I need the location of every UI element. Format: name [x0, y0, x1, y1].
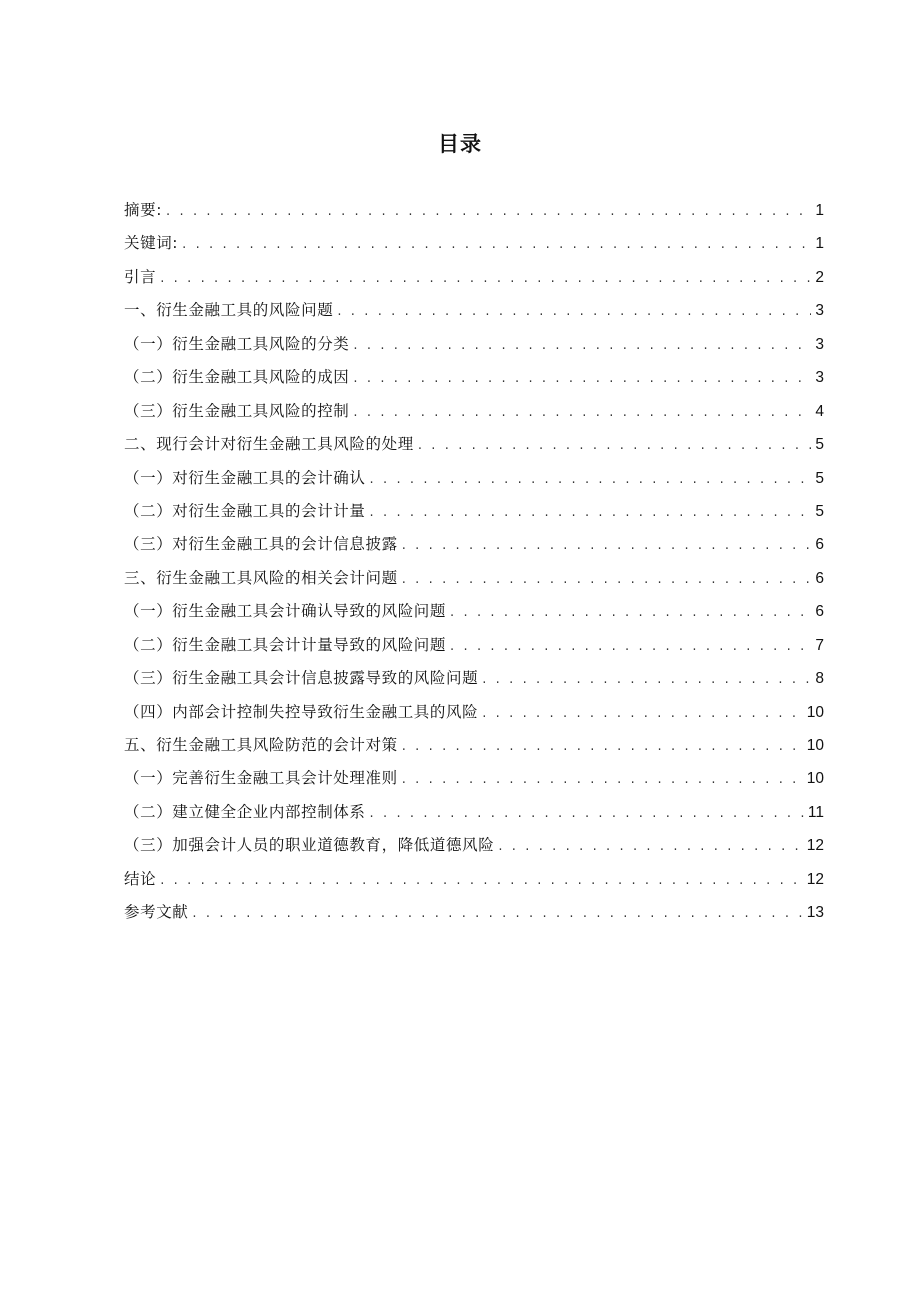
toc-entry-page-number: 12	[806, 870, 824, 888]
toc-entry-section-3-2[interactable]	[124, 629, 824, 662]
toc-entry-label: （二）建立健全企业内部控制体系	[124, 802, 366, 821]
toc-entry-label: （二）对衍生金融工具的会计计量	[124, 501, 366, 520]
toc-dot-leader	[450, 630, 811, 663]
toc-dot-leader	[402, 529, 812, 562]
toc-dot-leader	[166, 195, 811, 228]
toc-entry-section-1-1[interactable]	[124, 328, 824, 361]
toc-entry-page-number: 6	[815, 569, 824, 587]
toc-entry-page-number: 6	[815, 603, 824, 621]
toc-entry-page-number: 1	[815, 235, 824, 253]
toc-entry-section-5-3[interactable]	[124, 829, 824, 862]
toc-entry-label: 引言	[124, 267, 157, 286]
toc-entry-page-number: 10	[806, 770, 824, 788]
toc-entry-label: （二）衍生金融工具会计计量导致的风险问题	[124, 635, 447, 654]
toc-entry-page-number: 3	[815, 302, 824, 320]
toc-entry-page-number: 4	[815, 402, 824, 420]
toc-entry-label: 关键词:	[124, 234, 179, 253]
toc-entry-label: （一）衍生金融工具风险的分类	[124, 334, 350, 353]
toc-entry-chapter-3[interactable]	[124, 562, 824, 595]
toc-dot-leader	[482, 663, 811, 696]
toc-entry-abstract[interactable]	[124, 194, 824, 227]
toc-entry-section-3-3[interactable]	[124, 662, 824, 695]
toc-entry-label: 五、衍生金融工具风险防范的会计对策	[124, 736, 398, 754]
toc-entry-section-3-1[interactable]	[124, 595, 824, 628]
toc-entry-page-number: 5	[815, 436, 824, 454]
toc-dot-leader	[353, 329, 811, 362]
toc-dot-leader	[182, 228, 811, 261]
toc-entry-label: 摘要:	[124, 201, 163, 219]
toc-entry-keywords[interactable]	[124, 227, 824, 260]
toc-entry-page-number: 11	[807, 803, 824, 821]
toc-dot-leader	[402, 563, 812, 596]
toc-entry-page-number: 5	[815, 502, 824, 520]
toc-dot-leader	[370, 496, 812, 529]
toc-entry-label: （一）衍生金融工具会计确认导致的风险问题	[124, 602, 447, 621]
toc-entry-page-number: 7	[815, 636, 824, 654]
toc-entry-chapter-5[interactable]	[124, 729, 824, 762]
toc-dot-leader	[160, 864, 803, 897]
toc-dot-leader	[353, 396, 811, 429]
toc-entry-label: （三）衍生金融工具会计信息披露导致的风险问题	[124, 669, 479, 688]
toc-entry-conclusion[interactable]	[124, 863, 824, 896]
toc-entry-section-5-2[interactable]	[124, 796, 824, 829]
toc-title: 目录	[438, 132, 482, 156]
toc-entry-page-number: 10	[806, 737, 824, 754]
toc-entry-label: （三）加强会计人员的职业道德教育，降低道德风险	[124, 836, 495, 855]
toc-entry-references[interactable]	[124, 896, 824, 929]
toc-entry-label: （三）对衍生金融工具的会计信息披露	[124, 535, 398, 554]
toc-entry-section-3-4[interactable]	[124, 696, 824, 729]
toc-entry-label: 二、现行会计对衍生金融工具风险的处理	[124, 435, 414, 454]
toc-entry-page-number: 5	[815, 469, 824, 487]
toc-dot-leader	[450, 596, 811, 629]
toc-entry-page-number: 3	[815, 369, 824, 387]
toc-entry-page-number: 6	[815, 536, 824, 554]
toc-entry-section-5-1[interactable]	[124, 762, 824, 795]
toc-entry-page-number: 12	[806, 837, 824, 855]
toc-entry-label: 一、衍生金融工具的风险问题	[124, 301, 334, 320]
toc-entry-section-1-2[interactable]	[124, 361, 824, 394]
toc-dot-leader	[370, 463, 812, 496]
toc-entry-label: （三）衍生金融工具风险的控制	[124, 401, 350, 420]
toc-dot-leader	[498, 830, 802, 863]
toc-dot-leader	[402, 763, 803, 796]
table-of-contents	[124, 194, 824, 930]
toc-entry-page-number: 3	[815, 335, 824, 353]
toc-entry-label: 结论	[124, 869, 157, 888]
toc-dot-leader	[192, 897, 802, 930]
toc-entry-section-1-3[interactable]	[124, 395, 824, 428]
toc-entry-introduction[interactable]	[124, 261, 824, 294]
toc-entry-chapter-2[interactable]	[124, 428, 824, 461]
toc-entry-section-2-3[interactable]	[124, 528, 824, 561]
toc-dot-leader	[370, 797, 804, 830]
toc-entry-label: （二）衍生金融工具风险的成因	[124, 368, 350, 387]
toc-entry-label: 参考文献	[124, 903, 189, 922]
toc-dot-leader	[482, 697, 803, 730]
toc-entry-label: （四）内部会计控制失控导致衍生金融工具的风险	[124, 702, 479, 721]
toc-entry-chapter-1[interactable]	[124, 294, 824, 327]
toc-entry-section-2-2[interactable]	[124, 495, 824, 528]
toc-dot-leader	[160, 262, 811, 295]
toc-entry-page-number: 13	[806, 904, 824, 922]
toc-entry-label: 三、衍生金融工具风险的相关会计问题	[124, 568, 398, 587]
toc-entry-label: （一）对衍生金融工具的会计确认	[124, 468, 366, 487]
toc-dot-leader	[353, 362, 811, 395]
toc-entry-page-number: 8	[815, 670, 824, 688]
toc-entry-page-number: 1	[815, 202, 824, 219]
toc-entry-section-2-1[interactable]	[124, 462, 824, 495]
toc-dot-leader	[402, 730, 803, 763]
toc-entry-label: （一）完善衍生金融工具会计处理准则	[124, 769, 398, 788]
toc-entry-page-number: 2	[815, 268, 824, 286]
toc-dot-leader	[418, 429, 812, 462]
toc-entry-page-number: 10	[806, 703, 824, 721]
toc-dot-leader	[337, 295, 811, 328]
